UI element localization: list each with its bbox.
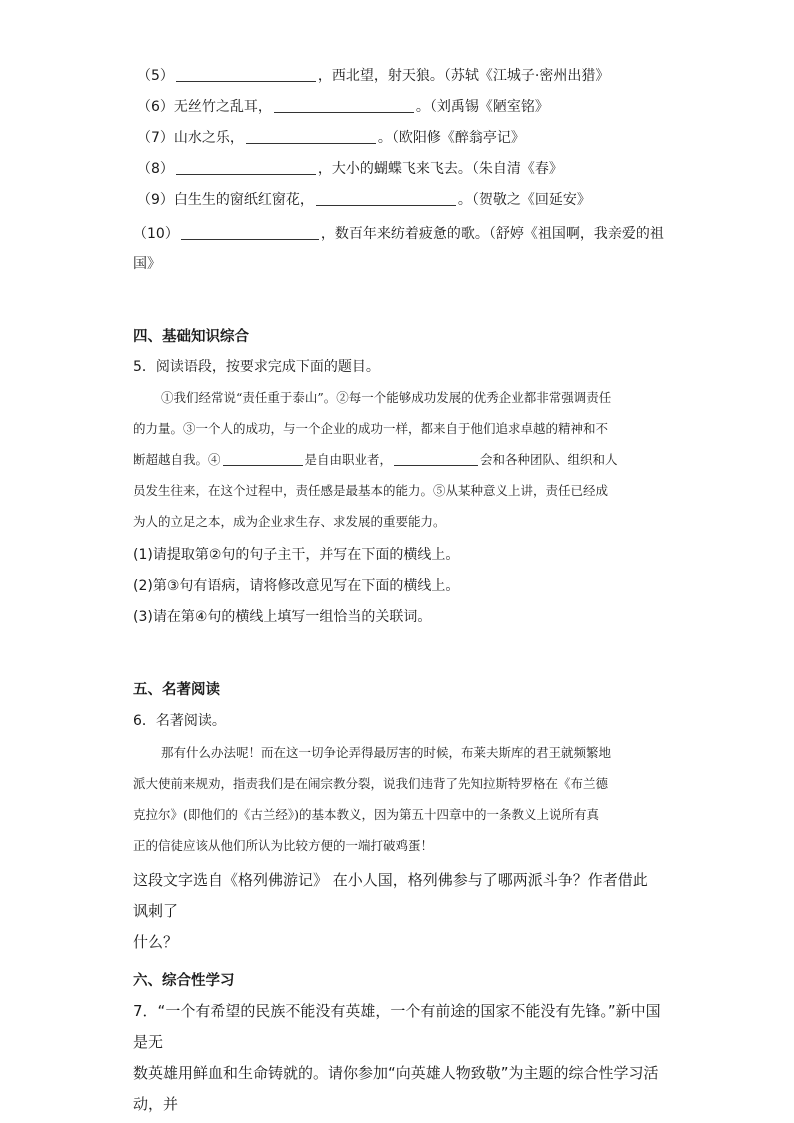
- item-number: （6）: [137, 99, 174, 115]
- passage-6: [133, 737, 661, 861]
- poem-line-7: [137, 128, 525, 148]
- poem-text: 无丝竹之乱耳，: [173, 99, 272, 115]
- question-6-ask: 这段文字选自《格列佛游记》 在小人国，格列佛参与了哪两派斗争？作者借此讽刺了 什么？: [133, 871, 648, 951]
- passage-line: 员发生往来，在这个过程中，责任感是最基本的能力。⑤从某种意义上讲，责任已经成: [133, 483, 609, 498]
- poem-source: （舒婷《祖国啊，我亲爱的祖: [488, 226, 664, 242]
- passage-line: 的力量。③一个人的成功，与一个企业的成功一样，都来自于他们追求卓越的精神和不: [133, 421, 609, 436]
- answer-blank[interactable]: [176, 67, 316, 82]
- item-number: （10）: [133, 226, 179, 242]
- section-title-4: 四、基础知识综合: [133, 329, 249, 345]
- sub-question-1: (1)请提取第②句的句子主干，并写在下面的横线上。: [133, 547, 460, 563]
- passage-5: [133, 382, 661, 537]
- poem-text: 。: [377, 130, 392, 146]
- question-6: 6．名著阅读。: [133, 713, 226, 729]
- poem-line-10-cont: [133, 254, 161, 274]
- question-7: 7．“一个有希望的民族不能没有英雄，一个有前途的国家不能没有先锋。”新中国是无 数英雄用鲜血和生命铸就的。请你参加“向英雄人物致敬”为主题的综合性学习活动，并: [133, 1002, 661, 1113]
- poem-line-9: [137, 190, 591, 210]
- answer-blank[interactable]: [181, 225, 319, 240]
- poem-text: ，数百年来纺着疲惫的歌。: [320, 226, 489, 242]
- poem-text: 。: [457, 192, 472, 208]
- answer-blank[interactable]: [274, 98, 414, 113]
- sub-question-2: (2)第③句有语病，请将修改意见写在下面的横线上。: [133, 578, 460, 594]
- passage-line: 为人的立足之本，成为企业求生存、求发展的重要能力。: [133, 514, 446, 529]
- poem-line-10: [133, 224, 664, 244]
- item-number: （5）: [137, 68, 174, 84]
- poem-text: ，大小的蝴蝶飞来飞去。: [317, 161, 472, 177]
- answer-blank[interactable]: [176, 160, 316, 175]
- passage-line: ①我们经常说“责任重于泰山”。②每一个能够成功发展的优秀企业都非常强调责任: [161, 390, 612, 405]
- passage-line: 那有什么办法呢！而在这一切争论弄得最厉害的时候，布莱夫斯库的君王就频繁地: [161, 745, 612, 760]
- section-title-5: 五、名著阅读: [133, 682, 220, 698]
- poem-line-6: [137, 97, 549, 117]
- item-number: （9）: [137, 192, 174, 208]
- poem-text: 。: [415, 99, 430, 115]
- poem-source: （朱自清《春》: [471, 161, 563, 177]
- poem-line-8: [137, 159, 563, 179]
- answer-blank[interactable]: [316, 191, 456, 206]
- passage-line: 克拉尔》(即他们的《古兰经》)的基本教义，因为第五十四章中的一条教义上说所有真: [133, 807, 600, 822]
- answer-blank[interactable]: [394, 451, 478, 466]
- answer-blank[interactable]: [246, 129, 376, 144]
- poem-text: 山水之乐，: [173, 130, 244, 146]
- passage-line: 正的信徒应该从他们所认为比较方便的一端打破鸡蛋！: [133, 838, 434, 853]
- poem-text: 白生生的窗纸红窗花，: [173, 192, 314, 208]
- answer-blank[interactable]: [223, 451, 303, 466]
- section-title-6: 六、综合性学习: [133, 973, 235, 989]
- poem-source: （贺敬之《回延安》: [471, 192, 591, 208]
- poem-text: ，西北望，射天狼。: [317, 68, 444, 84]
- poem-source: （苏轼《江城子·密州出猎》: [443, 68, 610, 84]
- poem-source: （刘禹锡《陋室铭》: [429, 99, 549, 115]
- poem-source: 国》: [133, 256, 161, 272]
- poem-line-5: [137, 66, 609, 86]
- poem-source: （欧阳修《醉翁亭记》: [391, 130, 525, 146]
- passage-line: 断超越自我。④ 是自由职业者， 会和各种团队、组织和人: [133, 452, 618, 467]
- question-5: 5．阅读语段，按要求完成下面的题目。: [133, 359, 380, 375]
- sub-question-3: (3)请在第④句的横线上填写一组恰当的关联词。: [133, 609, 432, 625]
- passage-line: 派大使前来规劝，指责我们是在闹宗教分裂，说我们违背了先知拉斯特罗格在《布兰德: [133, 776, 609, 791]
- item-number: （7）: [137, 130, 174, 146]
- item-number: （8）: [137, 161, 174, 177]
